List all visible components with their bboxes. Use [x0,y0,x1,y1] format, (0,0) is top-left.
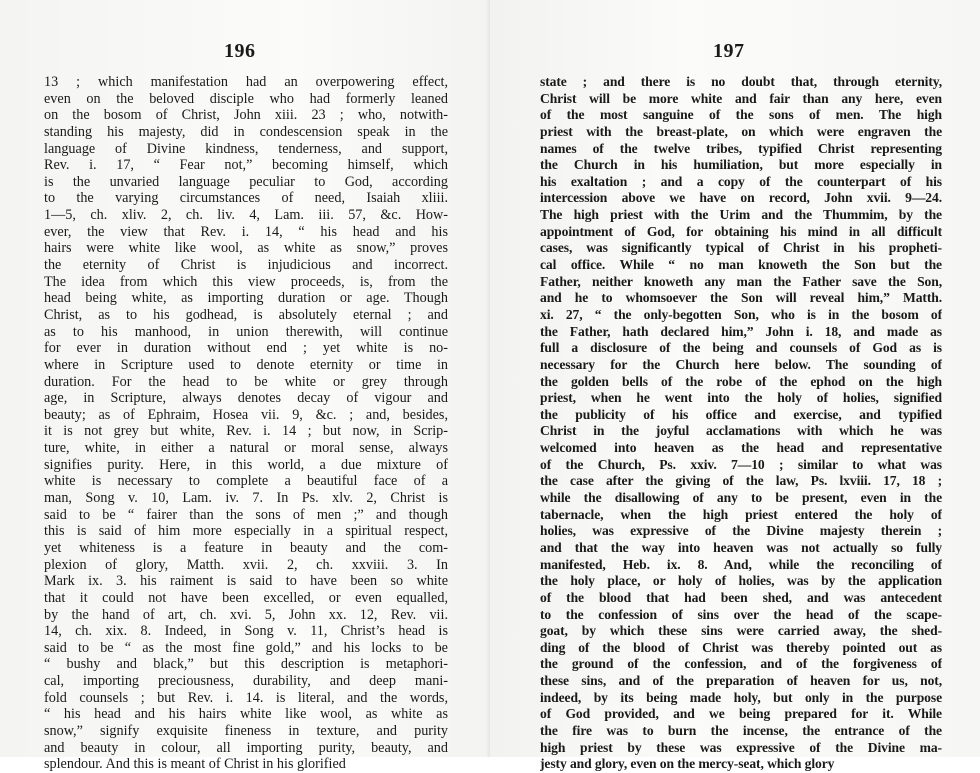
text-line: Mark ix. 3. his raiment is said to have been so white [44,573,448,590]
text-line: names of the twelve tribes, typified Christ representing [540,140,942,156]
text-line: white is necessary to complete a beautiful face of a [44,473,448,490]
text-line: the ground of the confession, and of the forgiveness of [540,656,942,672]
text-line: for ever in duration without end ; yet white is no- [44,340,448,357]
text-line: it is not grey but white, Rev. i. 14 ; but now, in Scrip- [44,423,448,440]
text-line: said to be “ as the most fine gold,” and his locks to be [44,639,448,656]
text-line: the eternity of Christ is injudicious and incorrect. [44,257,448,274]
text-line: while the disallowing of any to be present, even in the [540,490,942,506]
text-line: cal, importing preciousness, durability, and deep mani- [44,673,448,690]
text-line: snow,” signify exquisite fineness in texture, and purity [44,722,448,739]
text-line: holies, was expressive of the Divine majesty therein ; [540,523,942,539]
text-line: The high priest with the Urim and the Thummim, by the [540,207,942,223]
text-line: manifested, Heb. ix. 8. And, while the reconciling of [540,556,942,572]
right-page [490,0,980,772]
text-line: jesty and glory, even on the mercy-seat, which glory [540,756,835,772]
text-line: these sins, and of the preparation of heaven for us, not, [540,673,942,689]
text-line: and that the way into heaven was not actually so fully [540,539,942,555]
text-line: is the unvaried language peculiar to God, according [44,173,448,190]
text-line: ture, white, in either a natural or moral sense, always [44,440,448,457]
text-line: standing his majesty, did in condescension speak in the [44,123,448,140]
text-line: cal office. While “ no man knoweth the Son but the [540,257,942,273]
text-line: Christ, as to his godhead, is absolutely eternal ; and [44,306,448,323]
text-line: The idea from which this view proceeds, is, from the [44,273,448,290]
text-line: the publicity of his office and exercise, and typified [540,406,942,422]
text-line: on the bosom of Christ, John xiii. 23 ; who, notwith- [44,107,448,124]
text-line: yet whiteness is a feature in beauty and the com- [44,539,448,556]
text-line: 13 ; which manifestation had an overpowering effect, [44,74,448,90]
text-line: beauty; as of Ephraim, Hosea vii. 9, &c. ; and, besides, [44,406,448,423]
text-line: of the Church, Ps. xxiv. 7—10 ; similar to what was [540,456,942,472]
page-number: 196 [224,40,256,62]
text-line: his exaltation ; and a copy of the counterpart of his [540,173,942,189]
text-line: priest with the breast-plate, on which were engraven the [540,123,942,139]
text-line: welcomed into heaven as the head and representative [540,440,942,456]
text-line: priest, when he went into the holy of holies, signified [540,390,942,406]
text-line: where in Scripture used to denote eternity or time in [44,356,448,373]
text-line: fold counsels ; but Rev. i. 14. is literal, and the words, [44,689,448,706]
text-line: goat, by which these sins were carried away, the shed- [540,623,942,639]
text-line: the fire was to burn the incense, the entrance of the [540,722,942,738]
text-line: Father, neither knoweth any man the Father save the Son, [540,273,942,289]
text-line: signifies purity. Here, in this world, a due mixture of [44,456,448,473]
text-line: of the most sanguine of the sons of men. The high [540,107,942,123]
text-line: the holy place, or holy of holies, was by the application [540,573,942,589]
text-line: ever, the view that Rev. i. 14, “ his head and his [44,223,448,240]
text-line: this is said of him more especially in a spiritual respect, [44,523,448,540]
text-line: of God provided, and we being prepared for it. While [540,706,942,722]
text-line: appointment of God, for obtaining his mind in all difficult [540,223,942,239]
text-line: state ; and there is no doubt that, through eternity, [540,74,942,89]
text-line: the case after the giving of the law, Ps. lxviii. 17, 18 ; [540,473,942,489]
text-line: language of Divine kindness, tenderness, and support, [44,140,448,157]
text-line: necessary for the Church here below. The sounding of [540,356,942,372]
text-line: even on the beloved disciple who had formerly leaned [44,90,448,107]
text-line: 14, ch. xix. 8. Indeed, in Song v. 11, Christ’s head is [44,623,448,640]
text-line: man, Song v. 10, Lam. iv. 7. In Ps. xlv. 2, Christ is [44,490,448,507]
text-line: indeed, by its being made holy, but only in the purpose [540,689,942,705]
page-body-text [540,74,942,773]
text-line: to the varying circumstances of need, Isaiah xliii. [44,190,448,207]
text-line: the Church in his humiliation, but more especially in [540,157,942,173]
text-line: intercession above we have on record, John xvii. 9—24. [540,190,942,206]
text-line: by the hand of art, ch. xvi. 5, John xx. 12, Rev. vii. [44,606,448,623]
text-line: age, in Scripture, always denotes decay of vigour and [44,390,448,407]
text-line: xi. 27, “ the only-begotten Son, who is in the bosom of [540,306,942,322]
page-number: 197 [713,40,745,62]
text-line: to the confession of sins over the head of the scape- [540,606,942,622]
text-line: Christ in the joyful acclamations with which he was [540,423,942,439]
text-line: that it could not have been excelled, or even equalled, [44,589,448,606]
text-line: tabernacle, when the high priest entered the holy of [540,506,942,522]
text-line: “ his head and his hairs white like wool, as white as [44,706,448,723]
text-line: splendour. And this is meant of Christ in his glorified [44,756,346,773]
text-line: hairs were white like wool, as white as snow,” proves [44,240,448,257]
text-line: as to his manhood, in union therewith, will continue [44,323,448,340]
text-line: high priest by these was expressive of the Divine ma- [540,739,942,755]
text-line: ding of the blood of Christ was thereby pointed out as [540,639,942,655]
text-line: the Father, hath declared him,” John i. 18, and made as [540,323,942,339]
text-line: duration. For the head to be white or grey through [44,373,448,390]
text-line: “ bushy and black,” but this description is metaphori- [44,656,448,673]
text-line: said to be “ fairer than the sons of men ;” and though [44,506,448,523]
text-line: head being white, as importing duration or age. Though [44,290,448,307]
page-body-text [44,74,448,773]
text-line: Rev. i. 17, “ Fear not,” becoming himself, which [44,157,448,174]
text-line: and beauty in colour, all importing purity, beauty, and [44,739,448,756]
text-line: Christ will be more white and fair than any here, even [540,90,942,106]
text-line: plexion of glory, Matth. xvii. 2, ch. xxviii. 3. In [44,556,448,573]
text-line: and he to whomsoever the Son will reveal him,” Matth. [540,290,942,306]
text-line: the golden bells of the robe of the ephod on the high [540,373,942,389]
text-line: of the blood that had been shed, and was antecedent [540,589,942,605]
text-line: 1—5, ch. xliv. 2, ch. liv. 4, Lam. iii. 57, &c. How- [44,207,448,224]
text-line: full a disclosure of the being and counsels of God as is [540,340,942,356]
text-line: cases, was significantly typical of Christ in his propheti- [540,240,942,256]
